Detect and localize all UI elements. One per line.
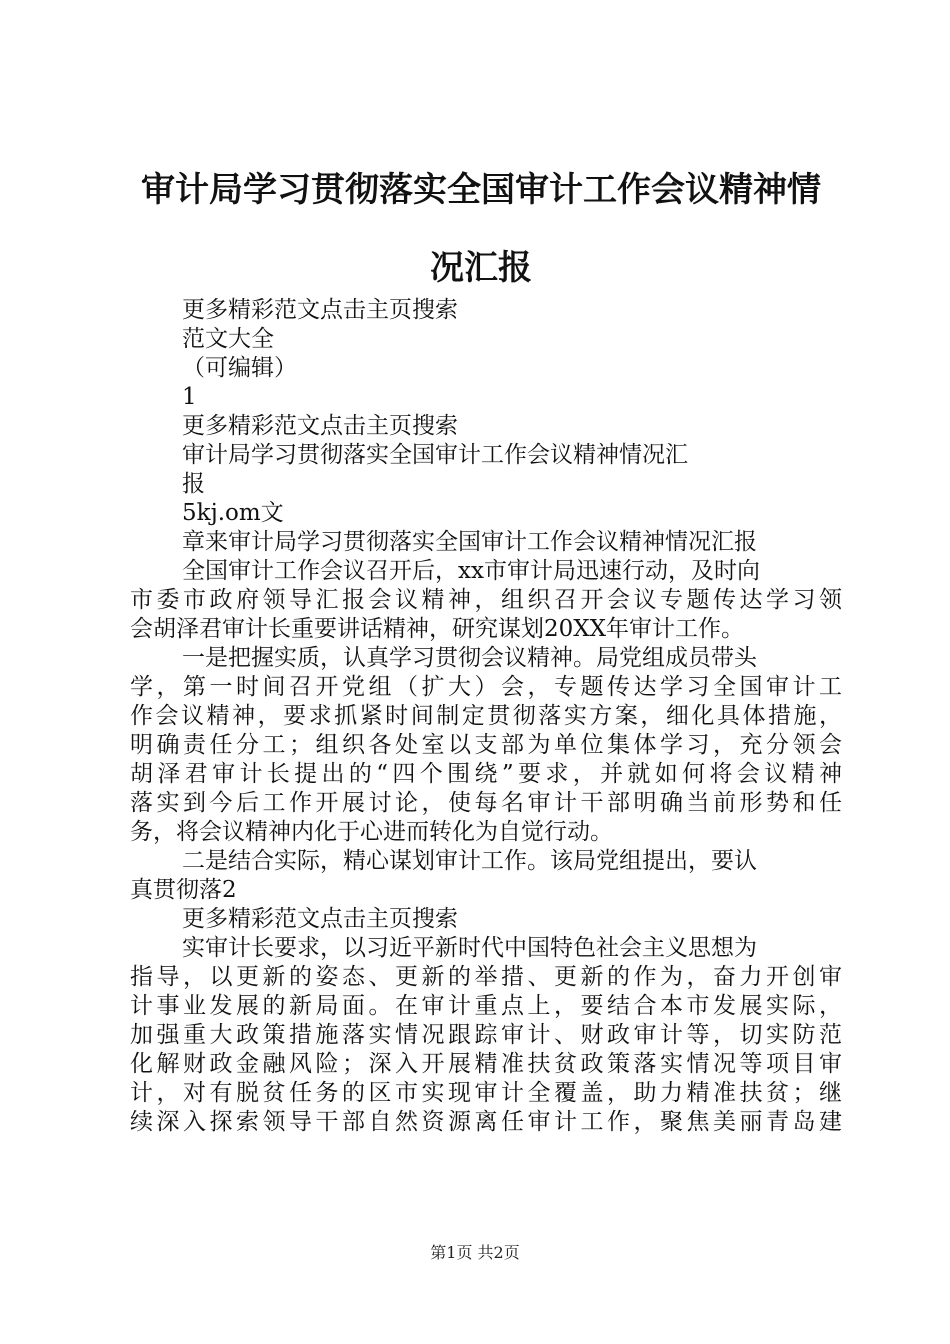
body-line: 5kj.om文 bbox=[182, 500, 284, 526]
body-line: 明确责任分工；组织各处室以支部为单位集体学习，充分领会 bbox=[130, 732, 842, 758]
document-body bbox=[130, 296, 842, 1137]
document-title-line-2: 况汇报 bbox=[430, 248, 532, 288]
body-line: 更多精彩范文点击主页搜索 bbox=[182, 413, 458, 439]
body-line: 指导，以更新的姿态、更新的举措、更新的作为，奋力开创审 bbox=[130, 964, 842, 990]
body-line: 胡泽君审计长提出的“四个围绕”要求，并就如何将会议精神 bbox=[130, 761, 842, 787]
body-line: 落实到今后工作开展讨论，使每名审计干部明确当前形势和任 bbox=[130, 790, 842, 816]
body-line: 全国审计工作会议召开后，xx市审计局迅速行动，及时向 bbox=[182, 558, 760, 584]
body-line: 二是结合实际，精心谋划审计工作。该局党组提出，要认 bbox=[182, 848, 757, 874]
body-line: 更多精彩范文点击主页搜索 bbox=[182, 906, 458, 932]
body-line: 会胡泽君审计长重要讲话精神，研究谋划20XX年审计工作。 bbox=[130, 616, 745, 642]
body-line: 范文大全 bbox=[182, 326, 274, 352]
body-line: 真贯彻落2 bbox=[130, 877, 237, 903]
body-line: 章来审计局学习贯彻落实全国审计工作会议精神情况汇报 bbox=[182, 529, 757, 555]
page-footer: 第1页 共2页 bbox=[430, 1243, 520, 1262]
document-title-line-1: 审计局学习贯彻落实全国审计工作会议精神情 bbox=[141, 170, 821, 210]
body-line: 续深入探索领导干部自然资源离任审计工作，聚焦美丽青岛建 bbox=[130, 1109, 842, 1135]
body-line: 报 bbox=[182, 471, 205, 497]
body-line: 化解财政金融风险；深入开展精准扶贫政策落实情况等项目审 bbox=[130, 1051, 842, 1077]
body-line: （可编辑） bbox=[182, 355, 297, 381]
body-line: 计，对有脱贫任务的区市实现审计全覆盖，助力精准扶贫；继 bbox=[130, 1080, 842, 1106]
body-line: 审计局学习贯彻落实全国审计工作会议精神情况汇 bbox=[182, 442, 688, 468]
body-line: 务，将会议精神内化于心进而转化为自觉行动。 bbox=[130, 819, 613, 845]
body-line: 一是把握实质，认真学习贯彻会议精神。局党组成员带头 bbox=[182, 645, 757, 671]
body-line: 计事业发展的新局面。在审计重点上，要结合本市发展实际， bbox=[130, 993, 842, 1019]
body-line: 作会议精神，要求抓紧时间制定贯彻落实方案，细化具体措施， bbox=[130, 703, 842, 729]
body-line: 学，第一时间召开党组（扩大）会，专题传达学习全国审计工 bbox=[130, 674, 842, 700]
body-line: 市委市政府领导汇报会议精神，组织召开会议专题传达学习领 bbox=[130, 587, 842, 613]
body-line: 1 bbox=[182, 384, 197, 410]
body-line: 加强重大政策措施落实情况跟踪审计、财政审计等，切实防范 bbox=[130, 1022, 842, 1048]
body-line: 实审计长要求，以习近平新时代中国特色社会主义思想为 bbox=[182, 935, 757, 961]
body-line: 更多精彩范文点击主页搜索 bbox=[182, 297, 458, 323]
